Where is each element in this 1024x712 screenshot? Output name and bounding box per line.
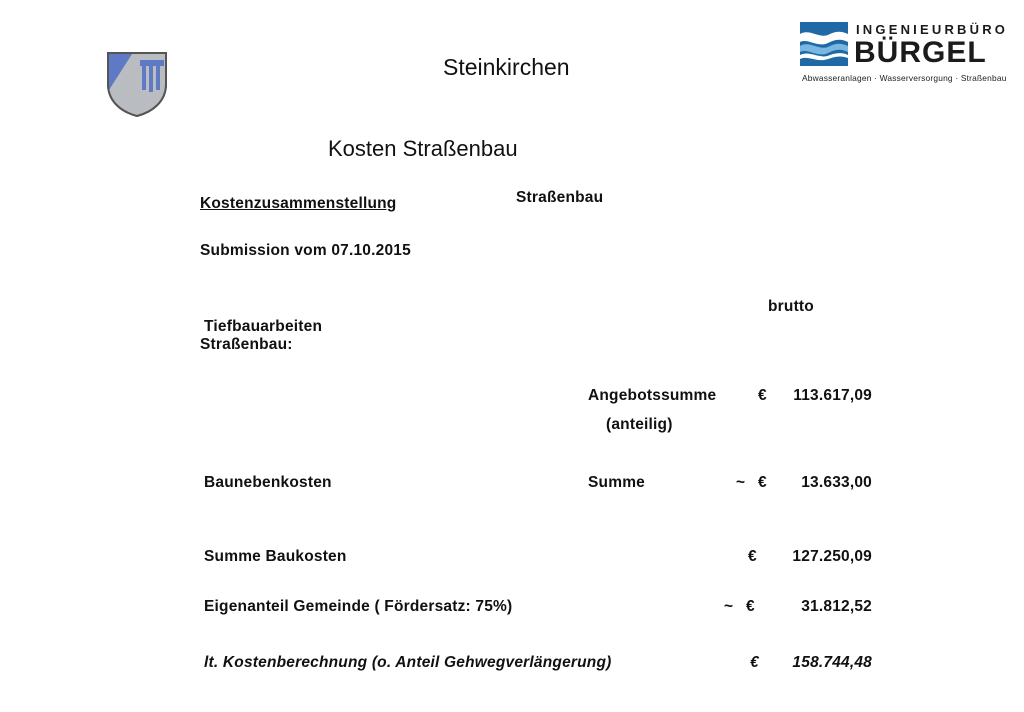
incidental-sum-label: Summe (588, 474, 645, 491)
total-costs-label: Summe Baukosten (204, 548, 347, 565)
logo-subtitle: Abwasseranlagen · Wasserversorgung · Straßenbau (802, 73, 1007, 83)
incidental-approx: ~ (736, 474, 746, 491)
calculation-label: lt. Kostenberechnung (o. Anteil Gehwegverlängerung) (204, 654, 612, 671)
incidental-amount: 13.633,00 (801, 474, 872, 491)
municipal-share-currency: € (746, 598, 755, 615)
submission-date: Submission vom 07.10.2015 (200, 242, 411, 259)
company-logo (800, 20, 1009, 86)
total-currency: € (748, 548, 757, 565)
offer-note: (anteilig) (606, 416, 673, 433)
section-title-line1: Tiefbauarbeiten (204, 318, 323, 335)
section-title-line2: Straßenbau: (200, 336, 293, 353)
column-header-brutto: brutto (768, 298, 814, 315)
municipal-share-amount: 31.812,52 (801, 598, 872, 615)
document-title: Kosten Straßenbau (328, 136, 518, 161)
calculation-currency: € (750, 654, 759, 671)
incidental-currency: € (758, 474, 767, 491)
offer-amount: 113.617,09 (793, 387, 872, 404)
total-amount: 127.250,09 (792, 548, 872, 565)
calculation-amount: 158.744,48 (792, 654, 872, 671)
coat-of-arms-icon (104, 50, 170, 118)
offer-currency: € (758, 387, 767, 404)
place-title: Steinkirchen (443, 54, 570, 80)
logo-brand-text: BÜRGEL (854, 36, 987, 69)
municipal-share-label: Eigenanteil Gemeinde ( Fördersatz: 75%) (204, 598, 513, 615)
summary-label: Kostenzusammenstellung (200, 195, 397, 212)
wave-logo-icon (800, 22, 848, 66)
category-label: Straßenbau (516, 189, 604, 206)
incidental-costs-label: Baunebenkosten (204, 474, 332, 491)
logo-top-text: INGENIEURBÜRO (856, 22, 1009, 37)
municipal-share-approx: ~ (724, 598, 734, 615)
offer-label: Angebotssumme (588, 387, 717, 404)
